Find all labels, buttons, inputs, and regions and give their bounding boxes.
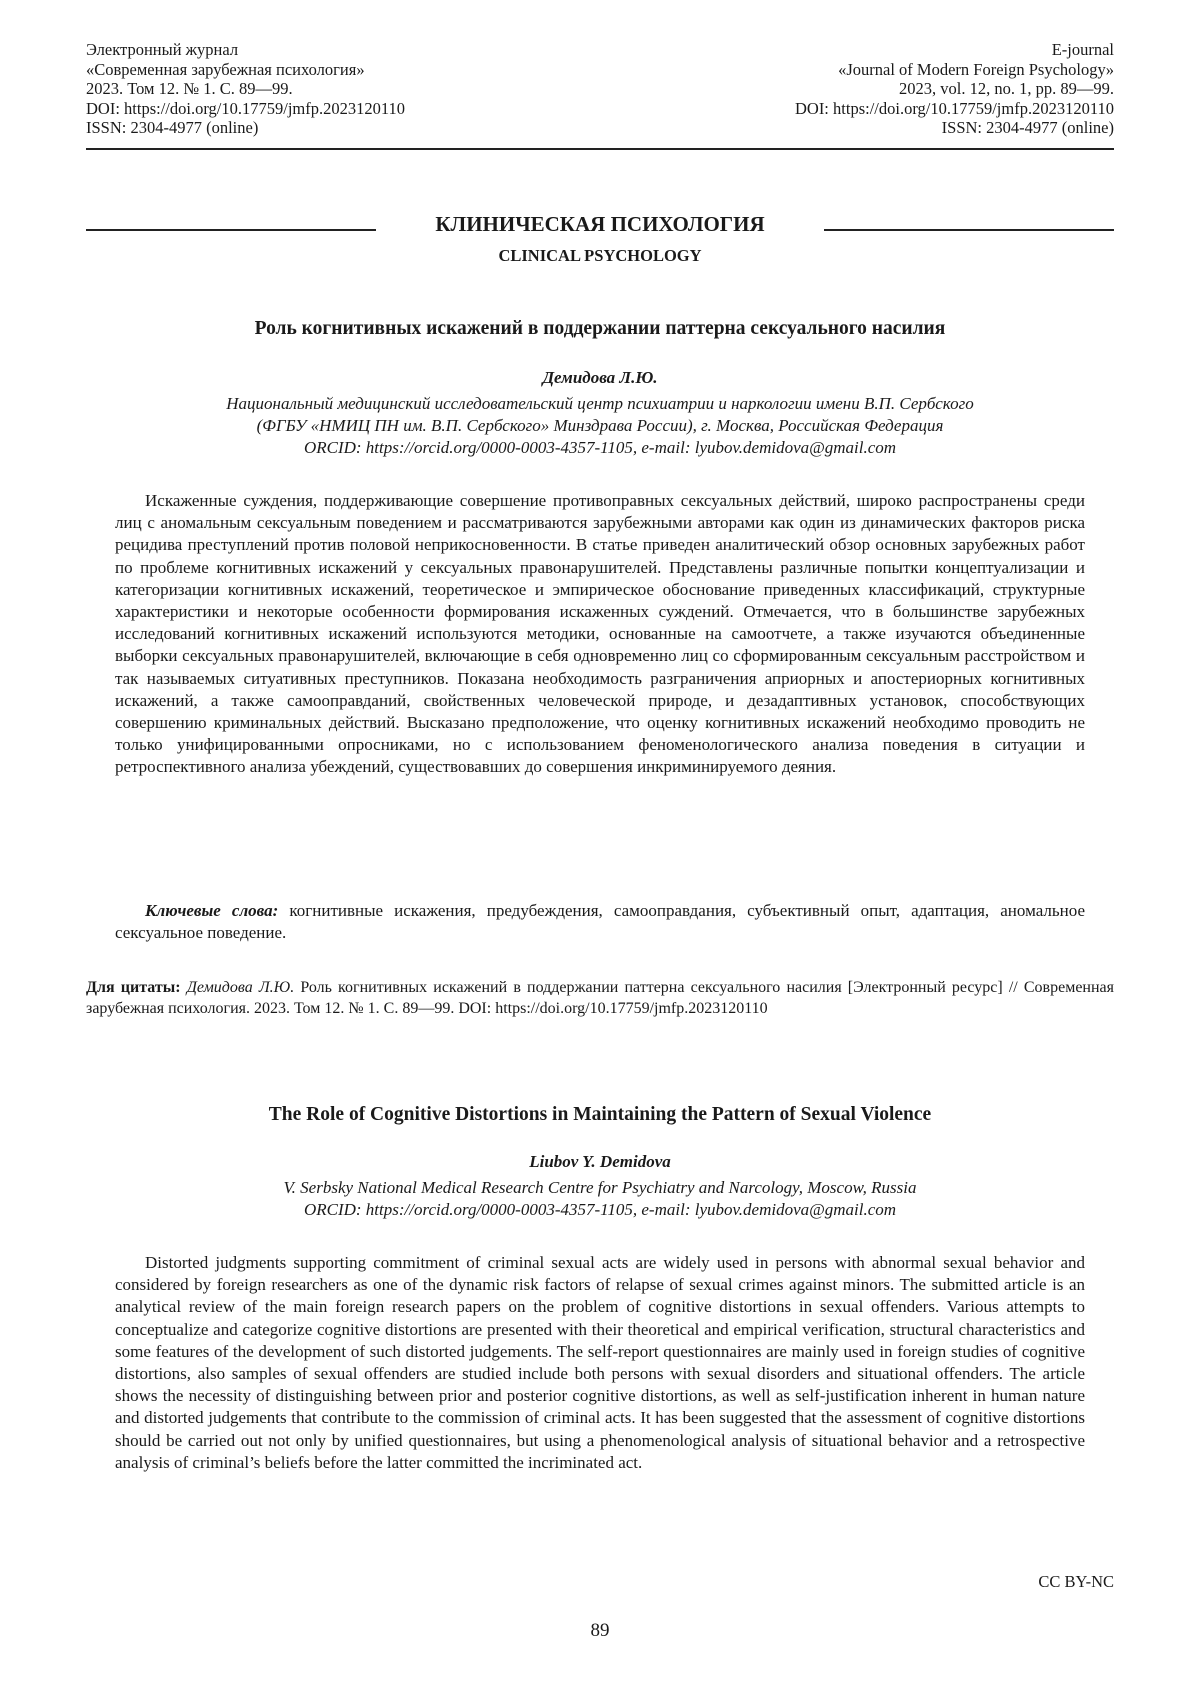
section-heading	[86, 212, 1114, 272]
abstract-ru: Искаженные суждения, поддерживающие совершение противоправных сексуальных действий, широко распространены среди лиц с аномальным сексуальным поведением и рассматриваются зарубежными авторами как один из динамических факторов риска рецидива преступлений против половой неприкосновенности. В статье приведен аналитический обзор основных зарубежных работ по проблеме когнитивных искажений у сексуальных правонарушителей. Представлены различные попытки концептуализации и категоризации когнитивных искажений, теоретическое и эмпирическое обоснование приведенных классификаций, структурные характеристики и некоторые особенности формирования искаженных суждений. Отмечается, что в большинстве зарубежных исследований когнитивных искажений используются методики, основанные на самоотчете, а также изучаются объединенные выборки сексуальных правонарушителей, включающие в себя одновременно лиц со сформированным сексуальным расстройством и так называемых ситуативных преступников. Показана необходимость разграничения априорных и апостериорных когнитивных искажений, а также самооправданий, свойственных человеческой природе, и дезадаптивных установок, способствующих совершению криминальных действий. Высказано предположение, что оценку когнитивных искажений необходимо проводить не только унифицированными опросниками, но с использованием феноменологического анализа поведения в ситуации и ретроспективного анализа убеждений, существовавших до совершения инкриминируемого деяния.	[115, 491, 1085, 777]
header-ru-line: DOI: https://doi.org/10.17759/jmfp.2023120110	[86, 98, 406, 118]
citation-author: Демидова Л.Ю.	[186, 979, 295, 996]
affiliation-ru	[86, 393, 1114, 459]
header-ru-line: ISSN: 2304-4977 (online)	[86, 118, 259, 137]
affiliation-en	[86, 1177, 1114, 1221]
journal-header	[86, 40, 1114, 150]
license-label: CC BY-NC	[1038, 1572, 1114, 1591]
affiliation-en-line: V. Serbsky National Medical Research Centre for Psychiatry and Narcology, Moscow, Russia	[283, 1178, 917, 1197]
author-ru: Демидова Л.Ю.	[542, 368, 658, 387]
header-en-line: 2023, vol. 12, no. 1, pp. 89—99.	[899, 79, 1114, 98]
section-title-en: CLINICAL PSYCHOLOGY	[498, 246, 702, 265]
article-title-ru: Роль когнитивных искажений в поддержании паттерна сексуального насилия	[254, 318, 946, 339]
citation-label: Для цитаты:	[86, 979, 181, 996]
affiliation-ru-line: Национальный медицинский исследовательский центр психиатрии и наркологии имени В.П. Сербского	[226, 394, 974, 413]
affiliation-en-line: ORCID: https://orcid.org/0000-0003-4357-1105, e-mail: lyubov.demidova@gmail.com	[303, 1200, 897, 1219]
author-en: Liubov Y. Demidova	[529, 1152, 671, 1171]
affiliation-ru-line: ORCID: https://orcid.org/0000-0003-4357-1105, e-mail: lyubov.demidova@gmail.com	[303, 438, 897, 457]
abstract-en: Distorted judgments supporting commitment of criminal sexual acts are widely used in persons with abnormal sexual behavior and considered by foreign researchers as one of the dynamic risk factors of relapse of sexual crimes against minors. The submitted article is an analytical review of the main foreign research papers on the problem of cognitive distortions in sexual offenders. Various attempts to conceptualize and categorize cognitive distortions are presented with their theoretical and empirical verification, structural characteristics and some features of the development of such distorted judgements. The self-report questionnaires are mainly used in foreign studies of cognitive distortions, also samples of sexual offenders are studied include both persons with sexual disorders and situational offenders. The article shows the necessity of distinguishing between prior and posterior cognitive distortions, as well as self-justification inherent in human nature and distorted judgements that contribute to the commission of criminal acts. It has been suggested that the assessment of cognitive distortions should be carried out not only by unified questionnaires, but using a phenomenological analysis of situational behavior and a retrospective analysis of criminal’s beliefs before the latter committed the incriminated act.	[115, 1253, 1085, 1472]
section-title-ru: КЛИНИЧЕСКАЯ ПСИХОЛОГИЯ	[435, 212, 765, 236]
header-en-line: DOI: https://doi.org/10.17759/jmfp.2023120110	[794, 98, 1114, 118]
header-ru-line: 2023. Том 12. № 1. С. 89—99.	[86, 79, 293, 98]
keywords-ru	[115, 900, 1085, 944]
header-en	[795, 40, 1114, 138]
citation	[86, 977, 1114, 1019]
header-ru-line: «Современная зарубежная психология»	[86, 59, 365, 79]
header-ru	[86, 40, 405, 138]
keywords-text: когнитивные искажения, предубеждения, самооправдания, субъективный опыт, адаптация, аномальное сексуальное поведение.	[115, 901, 1085, 943]
header-en-line: ISSN: 2304-4977 (online)	[941, 118, 1114, 137]
citation-text: Роль когнитивных искажений в поддержании паттерна сексуального насилия [Электронный ресурс] // Современная зарубежная психология. 2023. Том 12. № 1. С. 89—99. DOI: https://doi.org/10.17759/jmfp.2023120110	[86, 979, 1115, 1017]
page-number: 89	[590, 1620, 610, 1641]
article-title-en: The Role of Cognitive Distortions in Maintaining the Pattern of Sexual Violence	[268, 1104, 932, 1125]
header-en-line: «Journal of Modern Foreign Psychology»	[838, 59, 1114, 79]
header-ru-line: Электронный журнал	[86, 40, 239, 59]
header-en-line: E-journal	[1051, 40, 1114, 59]
affiliation-ru-line: (ФГБУ «НМИЦ ПН им. В.П. Сербского» Минздрава России), г. Москва, Российская Федерация	[256, 416, 944, 435]
keywords-label: Ключевые слова:	[145, 901, 279, 920]
